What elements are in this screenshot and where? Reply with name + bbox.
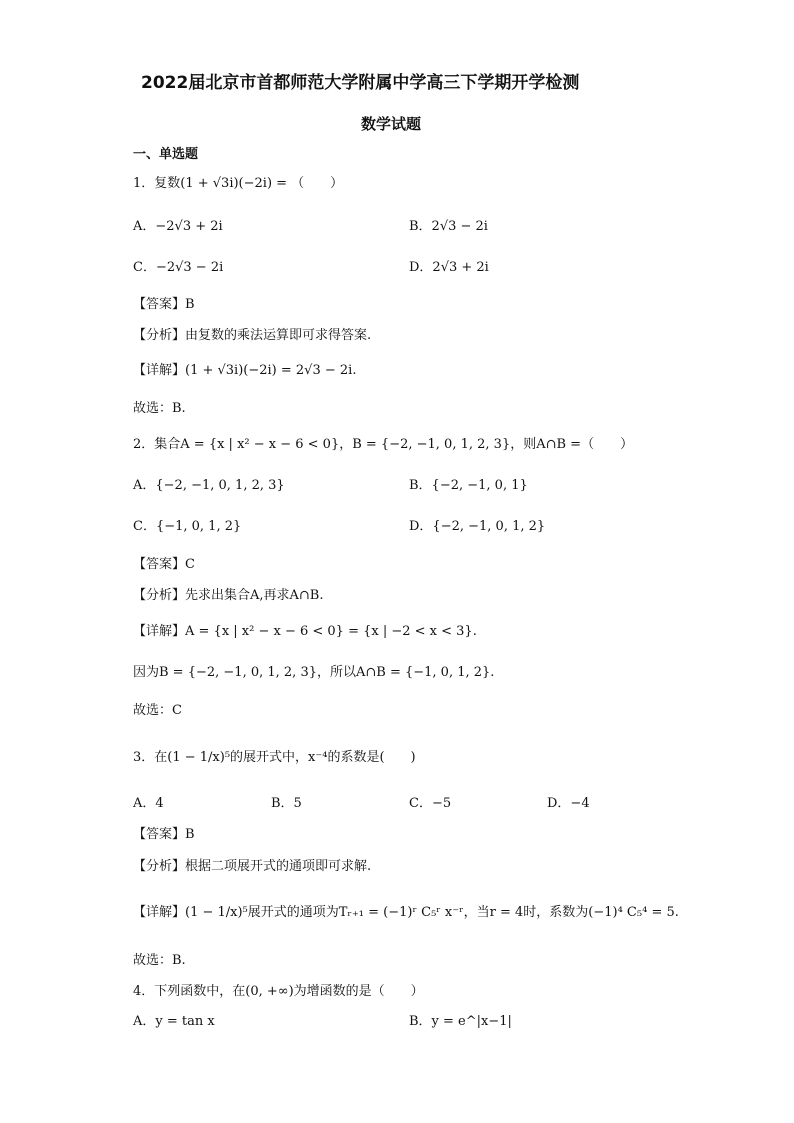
q1-stem: 1．复数(1 + √3i)(−2i) = （ ） <box>133 176 344 191</box>
q2-detail-2: 因为B = {−2, −1, 0, 1, 2, 3}，所以A∩B = {−1, 0, 1, 2}. <box>133 665 495 680</box>
q1-answer: 【答案】B <box>133 297 195 312</box>
q3-analysis: 【分析】根据二项展开式的通项即可求解. <box>133 859 372 874</box>
q1-detail: 【详解】(1 + √3i)(−2i) = 2√3 − 2i. <box>133 363 357 378</box>
q2-option-b: B．{−2, −1, 0, 1} <box>409 478 528 493</box>
q3-conclusion: 故选：B. <box>133 953 186 968</box>
q1-option-d: D．2√3 + 2i <box>409 260 489 275</box>
q2-stem: 2．集合A = {x | x² − x − 6 < 0}，B = {−2, −1, 0, 1, 2, 3}，则A∩B =（ ） <box>133 437 634 452</box>
q1-option-b: B．2√3 − 2i <box>409 219 488 234</box>
q3-option-c: C．−5 <box>409 796 452 811</box>
q2-analysis: 【分析】先求出集合A,再求A∩B. <box>133 588 324 603</box>
section-heading: 一、单选题 <box>133 147 199 162</box>
q4-stem: 4．下列函数中，在(0, +∞)为增函数的是（ ） <box>133 984 424 999</box>
q1-option-c: C．−2√3 − 2i <box>133 260 224 275</box>
q3-option-d: D．−4 <box>547 796 590 811</box>
q3-answer: 【答案】B <box>133 827 195 842</box>
q1-analysis: 【分析】由复数的乘法运算即可求得答案. <box>133 328 372 343</box>
page-title: 2022届北京市首都师范大学附属中学高三下学期开学检测 <box>141 73 580 93</box>
q3-detail: 【详解】(1 − 1/x)⁵展开式的通项为Tᵣ₊₁ = (−1)ʳ C₅ʳ x⁻ʳ，当r = 4时，系数为(−1)⁴ C₅⁴ = 5. <box>133 905 679 920</box>
q3-stem: 3．在(1 − 1/x)⁵的展开式中，x⁻⁴的系数是( ) <box>133 750 416 765</box>
q3-option-a: A．4 <box>133 796 164 811</box>
q3-option-b: B．5 <box>271 796 302 811</box>
q4-option-a: A．y = tan x <box>133 1014 215 1029</box>
q1-option-a: A．−2√3 + 2i <box>133 219 223 234</box>
q4-option-b: B．y = e^|x−1| <box>409 1014 512 1029</box>
q2-detail: 【详解】A = {x | x² − x − 6 < 0} = {x | −2 < x < 3}. <box>133 624 477 639</box>
q1-conclusion: 故选：B. <box>133 401 186 416</box>
q2-conclusion: 故选：C <box>133 703 182 718</box>
page-subtitle: 数学试题 <box>361 115 422 133</box>
q2-option-d: D．{−2, −1, 0, 1, 2} <box>409 519 546 534</box>
q2-answer: 【答案】C <box>133 557 195 572</box>
q2-option-a: A．{−2, −1, 0, 1, 2, 3} <box>133 478 285 493</box>
q2-option-c: C．{−1, 0, 1, 2} <box>133 519 242 534</box>
